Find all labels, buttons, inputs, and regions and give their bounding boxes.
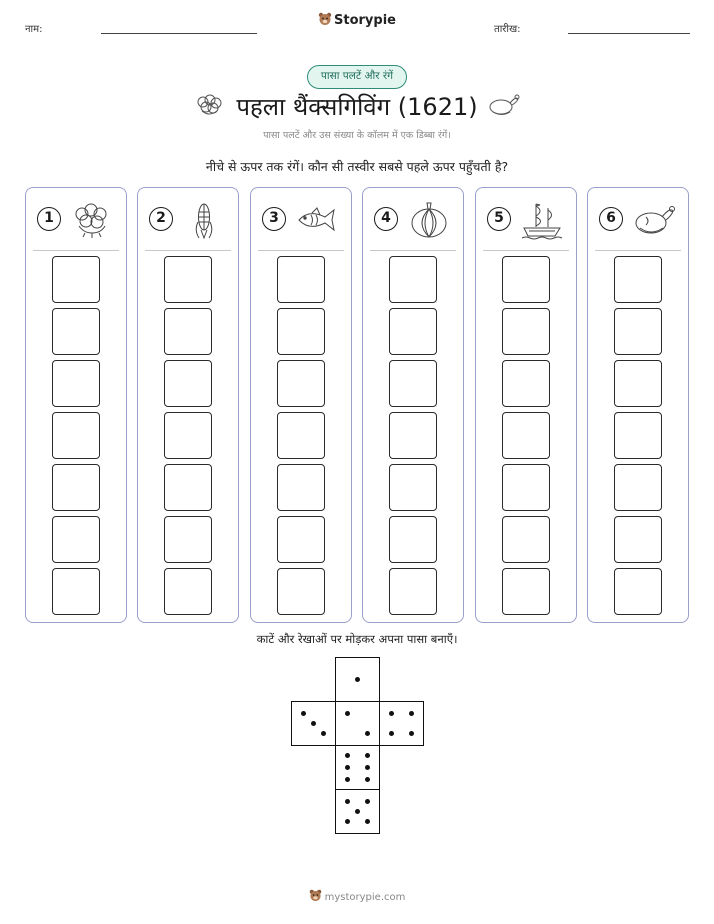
dice-pip <box>365 777 370 782</box>
color-box[interactable] <box>277 360 325 407</box>
fish-icon <box>295 200 339 240</box>
name-label: नाम: <box>25 24 43 35</box>
column-divider <box>595 250 681 251</box>
dice-pip <box>321 731 326 736</box>
dice-pip <box>409 711 414 716</box>
column-2 <box>137 187 239 623</box>
color-box[interactable] <box>277 256 325 303</box>
column-1 <box>25 187 127 623</box>
dice-pip <box>355 677 360 682</box>
color-box[interactable] <box>502 256 550 303</box>
dice-pip <box>301 711 306 716</box>
color-box[interactable] <box>164 568 212 615</box>
color-box[interactable] <box>52 568 100 615</box>
color-box[interactable] <box>502 464 550 511</box>
dice-face[interactable] <box>291 701 336 746</box>
color-box[interactable] <box>614 256 662 303</box>
color-box[interactable] <box>614 516 662 563</box>
column-divider <box>370 250 456 251</box>
color-box[interactable] <box>277 464 325 511</box>
color-box[interactable] <box>389 568 437 615</box>
color-box[interactable] <box>614 412 662 459</box>
color-box[interactable] <box>164 360 212 407</box>
dice-pip <box>345 765 350 770</box>
bear-icon <box>318 12 332 26</box>
column-3 <box>250 187 352 623</box>
color-box[interactable] <box>164 412 212 459</box>
color-box[interactable] <box>52 412 100 459</box>
dice-pip <box>345 753 350 758</box>
color-box[interactable] <box>502 308 550 355</box>
column-number: 5 <box>487 207 511 231</box>
instructions: नीचे से ऊपर तक रंगें। कौन सी तस्वीर सबसे पहले ऊपर पहुँचती है? <box>205 159 509 174</box>
dice-pip <box>355 809 360 814</box>
column-divider <box>483 250 569 251</box>
color-box[interactable] <box>389 412 437 459</box>
color-box[interactable] <box>277 308 325 355</box>
color-box[interactable] <box>164 464 212 511</box>
date-label: तारीख: <box>494 24 521 35</box>
color-box[interactable] <box>164 256 212 303</box>
color-box[interactable] <box>277 568 325 615</box>
page-subtitle: पासा पलटें और उस संख्या के कॉलम में एक डिब्बा रंगें। <box>263 130 451 141</box>
dice-pip <box>345 777 350 782</box>
dice-face[interactable] <box>335 745 380 790</box>
color-box[interactable] <box>502 412 550 459</box>
dice-instructions: काटें और रेखाओं पर मोड़कर अपना पासा बनाएँ। <box>256 632 458 646</box>
column-number: 2 <box>149 207 173 231</box>
brand-logo <box>0 12 714 28</box>
dice-face[interactable] <box>379 701 424 746</box>
color-box[interactable] <box>389 308 437 355</box>
ship-icon <box>520 200 564 240</box>
color-box[interactable] <box>52 464 100 511</box>
color-box[interactable] <box>277 516 325 563</box>
column-divider <box>258 250 344 251</box>
dice-pip <box>365 765 370 770</box>
roast-turkey-icon <box>632 200 676 240</box>
dice-face[interactable] <box>335 701 380 746</box>
column-divider <box>33 250 119 251</box>
dice-pip <box>345 819 350 824</box>
pumpkin-icon <box>407 200 451 240</box>
activity-tag: पासा पलटें और रंगें <box>307 65 407 89</box>
color-box[interactable] <box>614 308 662 355</box>
color-box[interactable] <box>164 516 212 563</box>
color-box[interactable] <box>502 568 550 615</box>
dice-face[interactable] <box>335 789 380 834</box>
corn-icon <box>182 200 226 240</box>
color-box[interactable] <box>614 568 662 615</box>
dice-pip <box>365 799 370 804</box>
color-box[interactable] <box>164 308 212 355</box>
color-box[interactable] <box>502 360 550 407</box>
dice-pip <box>365 753 370 758</box>
dice-pip <box>311 721 316 726</box>
color-box[interactable] <box>389 256 437 303</box>
column-number: 6 <box>599 207 623 231</box>
brand-name: Storypie <box>334 13 396 28</box>
dice-pip <box>389 711 394 716</box>
date-line[interactable] <box>568 33 690 34</box>
column-6 <box>587 187 689 623</box>
dice-pip <box>365 731 370 736</box>
color-box[interactable] <box>52 516 100 563</box>
page-title: पहला थैंक्सगिविंग (1621) <box>236 93 478 121</box>
cauliflower-icon <box>70 200 114 240</box>
color-box[interactable] <box>389 360 437 407</box>
column-4 <box>362 187 464 623</box>
dice-pip <box>345 711 350 716</box>
color-box[interactable] <box>614 464 662 511</box>
column-number: 4 <box>374 207 398 231</box>
color-box[interactable] <box>277 412 325 459</box>
color-box[interactable] <box>52 360 100 407</box>
color-box[interactable] <box>389 516 437 563</box>
color-box[interactable] <box>52 308 100 355</box>
column-number: 3 <box>262 207 286 231</box>
roast-turkey-icon <box>487 92 521 118</box>
dice-pip <box>345 799 350 804</box>
color-box[interactable] <box>389 464 437 511</box>
dice-face[interactable] <box>335 657 380 702</box>
column-5 <box>475 187 577 623</box>
column-divider <box>145 250 231 251</box>
column-number: 1 <box>37 207 61 231</box>
dice-pip <box>365 819 370 824</box>
footer-site[interactable]: mystorypie.com <box>324 892 406 903</box>
name-line[interactable] <box>101 33 257 34</box>
footer <box>0 889 714 903</box>
bear-icon <box>309 889 322 902</box>
color-box[interactable] <box>614 360 662 407</box>
color-box[interactable] <box>52 256 100 303</box>
color-box[interactable] <box>502 516 550 563</box>
dice-pip <box>409 731 414 736</box>
dice-pip <box>389 731 394 736</box>
